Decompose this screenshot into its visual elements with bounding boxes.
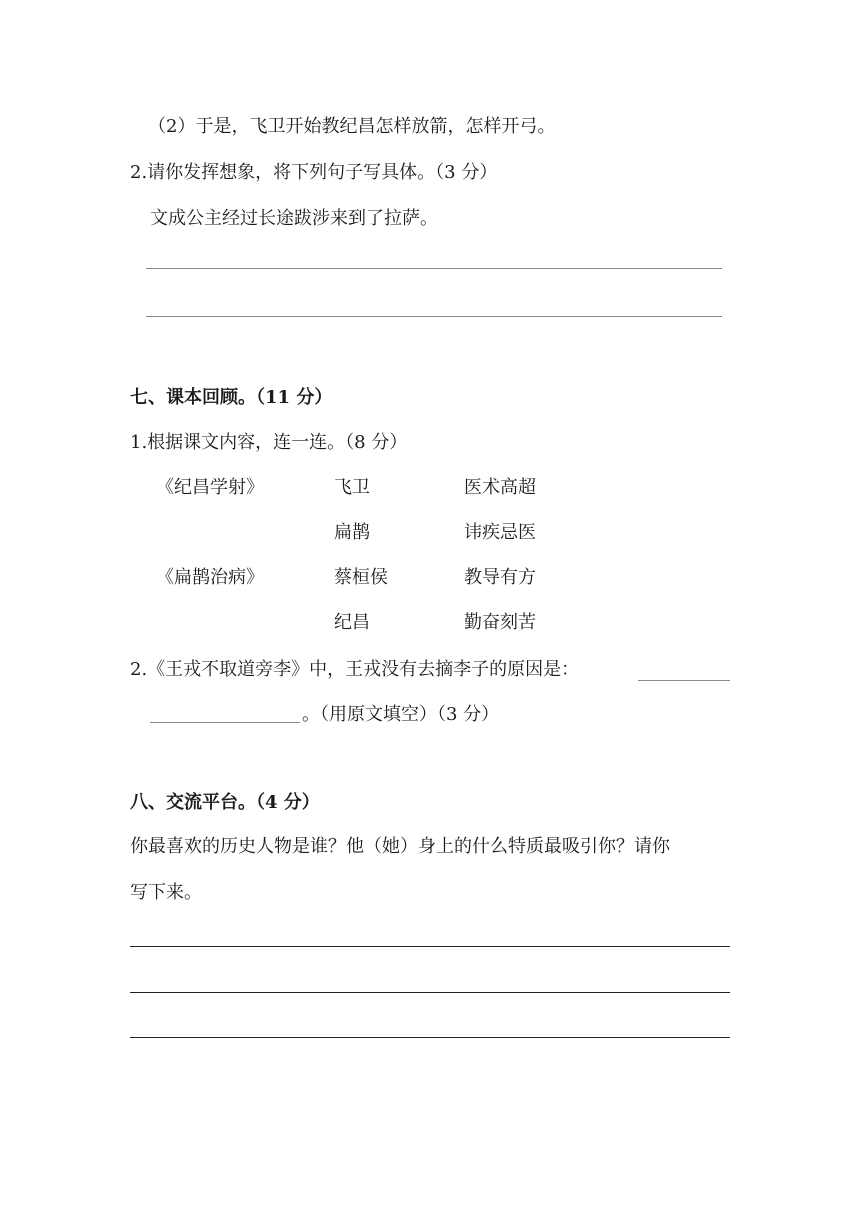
match-person: 纪昌 bbox=[334, 612, 370, 633]
match-trait: 讳疾忌医 bbox=[464, 522, 536, 543]
writing-line[interactable] bbox=[130, 946, 730, 947]
item-2-sentence: （2）于是，飞卫开始教纪昌怎样放箭，怎样开弓。 bbox=[148, 116, 556, 137]
writing-line[interactable] bbox=[130, 1037, 730, 1038]
fill-blank[interactable] bbox=[150, 722, 300, 723]
match-trait: 医术高超 bbox=[464, 477, 536, 498]
question-1-prompt: 1.根据课文内容，连一连。（8 分） bbox=[130, 432, 408, 453]
answer-line[interactable] bbox=[146, 316, 722, 317]
match-person: 蔡桓侯 bbox=[334, 567, 388, 588]
section-8-prompt: 写下来。 bbox=[130, 882, 202, 903]
match-trait: 勤奋刻苦 bbox=[464, 612, 536, 633]
match-person: 飞卫 bbox=[334, 477, 370, 498]
section-7-heading: 七、课本回顾。（11 分） bbox=[130, 387, 333, 408]
writing-line[interactable] bbox=[130, 992, 730, 993]
match-trait: 教导有方 bbox=[464, 567, 536, 588]
question-2-sentence: 文成公主经过长途跋涉来到了拉萨。 bbox=[150, 208, 438, 229]
match-lesson: 《纪昌学射》 bbox=[156, 477, 264, 498]
section-8-heading: 八、交流平台。（4 分） bbox=[130, 792, 320, 813]
question-2-text: 2.《王戎不取道旁李》中，王戎没有去摘李子的原因是： bbox=[130, 659, 580, 680]
question-2-prompt: 2.请你发挥想象，将下列句子写具体。（3 分） bbox=[130, 162, 498, 183]
question-2-suffix: 。（用原文填空）（3 分） bbox=[302, 704, 500, 725]
match-person: 扁鹊 bbox=[334, 522, 370, 543]
answer-line[interactable] bbox=[146, 268, 722, 269]
fill-blank[interactable] bbox=[638, 680, 730, 681]
section-8-prompt: 你最喜欢的历史人物是谁？他（她）身上的什么特质最吸引你？请你 bbox=[130, 836, 670, 857]
match-lesson: 《扁鹊治病》 bbox=[156, 567, 264, 588]
